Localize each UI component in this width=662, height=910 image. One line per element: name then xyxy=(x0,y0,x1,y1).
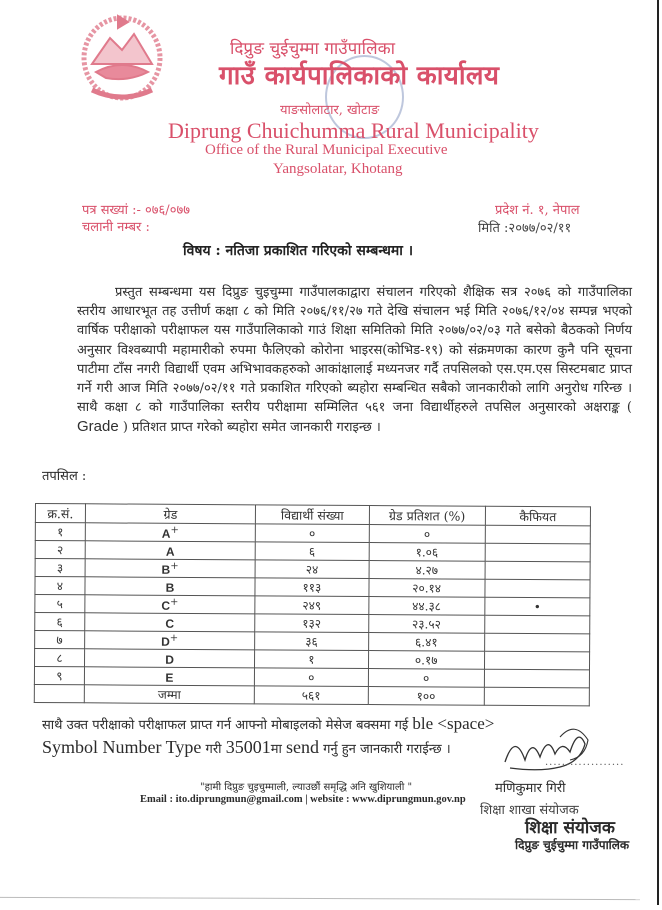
serial-cell: ३ xyxy=(35,559,85,577)
office-name-en: Office of the Rural Municipal Executive xyxy=(205,142,448,158)
total-serial xyxy=(34,684,84,702)
serial-cell: ८ xyxy=(35,649,85,667)
grade-letter: B xyxy=(161,562,171,577)
header-grade: ग्रेड xyxy=(85,504,255,524)
grade-percent-cell: १.०६ xyxy=(369,543,485,562)
grade-percent-cell: ४.२७ xyxy=(369,561,485,580)
serial-cell: ७ xyxy=(35,631,85,649)
municipality-motto: "हामी दिप्रुङ चुइचुम्माली, ल्याउछौं समृद्धि अनि खुशियाली " xyxy=(200,782,413,793)
grade-letter: E xyxy=(165,670,174,685)
header-remarks: कैफियत xyxy=(485,506,590,526)
grade-cell xyxy=(84,631,254,650)
remark-cell xyxy=(485,543,590,562)
grade-cell xyxy=(85,523,255,542)
office-name-np: गाउँ कार्यपालिकाको कार्यालय xyxy=(219,61,500,91)
serial-cell: १ xyxy=(35,523,85,541)
stamp-organization: दिप्रुङ चुईचुम्मा गाउँपालिक xyxy=(515,838,630,852)
grade-cell xyxy=(84,649,254,668)
grade-percent-cell: २३.५२ xyxy=(368,615,484,634)
page-right-border xyxy=(657,0,659,905)
body-text-part2: ) प्रतिशत प्राप्त गरेको ब्यहोरा समेत जानकारी गराइन्छ । xyxy=(122,420,381,436)
subject-line: विषय : नतिजा प्रकाशित गरिएको सम्बन्धमा । xyxy=(183,243,414,259)
grade-plus: + xyxy=(170,560,179,572)
student-count-cell: २४९ xyxy=(255,596,368,615)
stamp-title: शिक्षा संयोजक xyxy=(525,818,615,838)
contact-info: Email : ito.diprungmun@gmail.com | website : www.diprungmun.gov.np xyxy=(140,794,466,805)
remark-cell: • xyxy=(485,597,590,616)
grade-cell xyxy=(84,667,254,686)
grade-letter: A xyxy=(161,526,171,541)
total-remark xyxy=(484,687,589,706)
body-text-part1: प्रस्तुत सम्बन्धमा यस दिप्रुङ चुइचुम्मा गाउँपालकाद्वारा संचालन गरिएको शैक्षिक सत्र २०७६ को गाउँपालिका स्तरीय आधारभूत तह उत्तीर्ण कक्षा ८ को मिति २०७६/११/२७ गते देखि संचालन भई मिति २०७६/१२/०४ सम्पन्न भएको वार्षिक परीक्षाको परीक्षाफल यस गाउँपालिकाको गाउं शिक्षा समितिको मिति २०७७/०२/०३ गते बसेको बैठकको निर्णय अनुसार विश्वब्यापी महामारीको रुपमा फैलिएको कोरोना भाइरस(कोभिड-१९) को संक्रमणका कारण कुनै पनि सूचना पाटीमा टाँस नगरी विद्यार्थी एवम अभिभावकहरुको आकांक्षालाई मध्यनजर गर्दै तपसिलको एस.एम.एस सिस्टमबाट प्राप्त गर्ने गरी आज मिति २०७७/०२/११ गते प्रकाशित गरिएको ब्यहोरा सम्बन्धित सबैको जानकारीको लागि अनुरोध गरिन्छ । साथै कक्षा ८ को गाउँपालिका स्तरीय परीक्षामा सम्मिलित ५६१ जना विद्यार्थीहरुले तपसिल अनुसारको अक्षराङ्क ( xyxy=(77,285,632,416)
total-count: ५६१ xyxy=(254,686,367,705)
grade-cell xyxy=(85,595,255,614)
municipality-name-np: दिप्रुङ चुईचुम्मा गाउँपालिका xyxy=(230,39,396,59)
sms-text: मा xyxy=(270,742,286,757)
grade-cell xyxy=(85,577,255,596)
student-count-cell: ० xyxy=(255,524,368,543)
grade-percent-cell: २०.१४ xyxy=(368,579,484,598)
remark-cell xyxy=(485,525,590,544)
letter-date: मिति :२०७७/०२/११ xyxy=(478,221,572,236)
signature-icon xyxy=(500,722,595,777)
body-paragraph xyxy=(77,283,632,438)
student-count-cell: १ xyxy=(255,650,368,669)
sms-symbol-number: Symbol Number Type xyxy=(42,737,202,757)
student-count-cell: ११३ xyxy=(255,578,368,597)
grade-letter: D xyxy=(161,634,170,649)
sms-line1-text: साथै उक्त परीक्षाको परीक्षाफल प्राप्त गर्न आफ्नो मोबाइलको मेसेज बक्समा गई xyxy=(42,718,413,733)
total-percent: १०० xyxy=(368,687,484,706)
sms-shortcode: 35001 xyxy=(225,737,271,757)
grade-plus: + xyxy=(170,596,179,608)
grade-percent-cell: ० xyxy=(369,525,485,544)
grade-cell xyxy=(85,559,255,578)
sms-instruction-line1 xyxy=(42,714,494,734)
address-np: याङसोलाटार, खोटाङ xyxy=(280,103,380,118)
signer-name: मणिकुमार गिरी xyxy=(495,781,566,796)
grade-plus: + xyxy=(170,524,179,536)
sms-instruction-line2 xyxy=(42,737,451,758)
grade-plus: + xyxy=(169,632,179,644)
grade-percent-cell: ०.१७ xyxy=(368,651,484,670)
serial-cell: ९ xyxy=(34,667,84,685)
grade-word: Grade xyxy=(77,418,119,436)
sms-text: गरी xyxy=(201,742,226,757)
remark-cell xyxy=(484,633,589,652)
header-serial: क्र.सं. xyxy=(35,504,85,523)
table-total-row xyxy=(34,684,589,705)
serial-cell: ६ xyxy=(35,613,85,631)
serial-cell: २ xyxy=(35,541,85,559)
grade-percent-cell: ६.४१ xyxy=(368,633,484,652)
total-label: जम्मा xyxy=(84,685,254,704)
remark-cell xyxy=(485,561,590,580)
grade-cell xyxy=(85,613,255,632)
remark-cell xyxy=(485,615,590,634)
page-bottom-line xyxy=(0,897,640,900)
signer-title: शिक्षा शाखा संयोजक xyxy=(480,803,579,818)
address-en: Yangsolatar, Khotang xyxy=(273,161,403,177)
remark-cell xyxy=(484,669,589,688)
details-label: तपसिल : xyxy=(42,469,87,484)
nepal-emblem-icon xyxy=(78,8,166,103)
sms-send-word: send xyxy=(285,737,319,757)
student-count-cell: १३२ xyxy=(255,614,368,633)
student-count-cell: २४ xyxy=(255,560,368,579)
grade-letter: C xyxy=(161,598,171,613)
remark-cell xyxy=(485,579,590,598)
student-count-cell: ० xyxy=(255,668,368,687)
grade-letter: D xyxy=(165,652,174,667)
header-grade-percent: ग्रेड प्रतिशत (%) xyxy=(369,506,485,526)
signature-line: ................... xyxy=(545,757,625,768)
province-label: प्रदेश नं. १, नेपाल xyxy=(495,203,580,218)
remark-cell xyxy=(484,651,589,670)
grade-letter: B xyxy=(165,580,175,595)
header-student-count: विद्यार्थी संख्या xyxy=(256,505,370,525)
dispatch-number: चलानी नम्बर : xyxy=(82,220,150,235)
serial-cell: ४ xyxy=(35,577,85,595)
grade-letter: C xyxy=(165,616,175,631)
municipality-name-en: Diprung Chuichumma Rural Municipality xyxy=(168,118,539,143)
student-count-cell: ६ xyxy=(255,542,368,561)
grade-cell xyxy=(85,541,255,560)
grade-percent-cell: ० xyxy=(368,669,484,688)
student-count-cell: ३६ xyxy=(255,632,368,651)
sms-text: गर्नु हुन जानकारी गराईन्छ । xyxy=(318,742,451,757)
sms-keyword: ble <space> xyxy=(412,714,495,733)
grade-results-table xyxy=(34,503,591,706)
grade-letter: A xyxy=(165,544,175,559)
serial-cell: ५ xyxy=(35,595,85,613)
grade-percent-cell: ४४.३८ xyxy=(368,597,484,616)
reference-number: पत्र सख्यां :- ०७६/०७७ xyxy=(82,203,190,218)
